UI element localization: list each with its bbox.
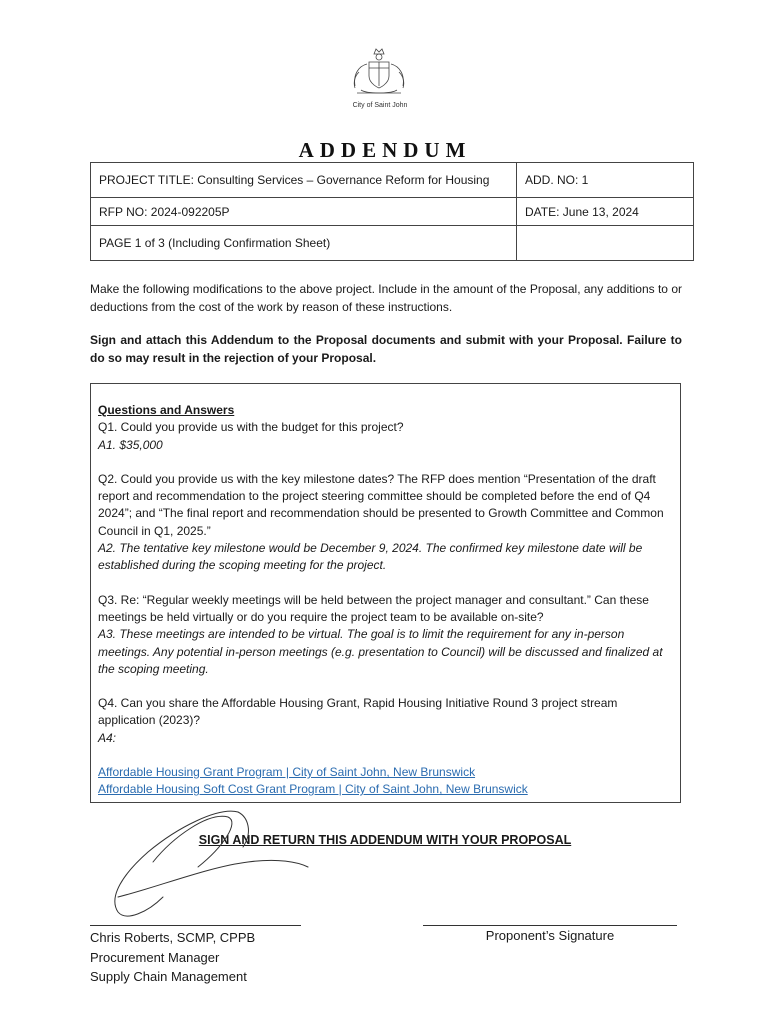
city-crest-logo <box>345 46 413 100</box>
empty-cell <box>517 226 694 261</box>
signer-role: Procurement Manager <box>90 949 220 965</box>
instruction-paragraph: Sign and attach this Addendum to the Proposal documents and submit with your Proposal. Failure to do so may result in the rejection of your Proposal. <box>90 333 682 365</box>
link-soft-cost-grant[interactable]: Affordable Housing Soft Cost Grant Program | City of Saint John, New Brunswick <box>98 782 528 797</box>
answer-3: A3. These meetings are intended to be virtual. The goal is to limit the requirement for any in-person meetings. Any potential in-person meetings (e.g. presentation to Council) will be discussed and finalized at the scoping meeting. <box>98 627 663 676</box>
signer-name: Chris Roberts, SCMP, CPPB <box>90 930 256 945</box>
answer-2: A2. The tentative key milestone would be December 9, 2024. The confirmed key milestone date will be established during the scoping meeting for the project. <box>98 541 643 573</box>
answer-1: A1. $35,000 <box>98 437 163 452</box>
qa-heading: Questions and Answers <box>98 403 235 417</box>
signer-block <box>90 928 255 987</box>
question-4: Q4. Can you share the Affordable Housing Grant, Rapid Housing Initiative Round 3 project stream application (2023)? <box>98 696 618 728</box>
qa-item-1 <box>98 419 672 454</box>
qa-item-3 <box>98 592 672 678</box>
rfp-no-cell: RFP NO: 2024-092205P <box>91 198 517 226</box>
date-cell: DATE: June 13, 2024 <box>517 198 694 226</box>
question-3: Q3. Re: “Regular weekly meetings will be held between the project manager and consultant.” Can these meetings be held virtually or do you require the project team to be available on-site? <box>98 592 649 624</box>
project-header-table <box>90 162 694 261</box>
qa-item-4 <box>98 695 672 747</box>
signer-dept: Supply Chain Management <box>90 969 247 984</box>
page-count-cell: PAGE 1 of 3 (Including Confirmation Sheet) <box>91 226 517 261</box>
handwritten-signature <box>88 792 318 922</box>
answer-4: A4: <box>98 730 117 745</box>
proponent-signature-label: Proponent’s Signature <box>485 928 615 943</box>
link-affordable-housing-grant[interactable]: Affordable Housing Grant Program | City of Saint John, New Brunswick <box>98 765 476 780</box>
signature-line-left <box>90 925 301 926</box>
question-2: Q2. Could you provide us with the key milestone dates? The RFP does mention “Presentation of the draft report and recommendation to the project steering committee should be completed before the end of Q4 2024”; and “The final report and recommendation should be presented to Growth Committee and Common Council in Q1, 2025.” <box>98 471 664 538</box>
questions-answers-box <box>90 383 681 803</box>
add-no-cell: ADD. NO: 1 <box>517 163 694 198</box>
document-title: ADDENDUM <box>298 138 472 162</box>
crest-caption: City of Saint John <box>352 102 408 109</box>
sign-return-notice: SIGN AND RETURN THIS ADDENDUM WITH YOUR PROPOSAL <box>198 833 572 847</box>
question-1: Q1. Could you provide us with the budget for this project? <box>98 420 404 435</box>
signature-line-right <box>423 925 677 926</box>
project-title-cell: PROJECT TITLE: Consulting Services – Governance Reform for Housing <box>91 163 517 198</box>
qa-item-2 <box>98 471 672 575</box>
intro-paragraph: Make the following modifications to the above project. Include in the amount of the Proposal, any additions to or deductions from the cost of the work by reason of these instructions. <box>90 282 682 314</box>
